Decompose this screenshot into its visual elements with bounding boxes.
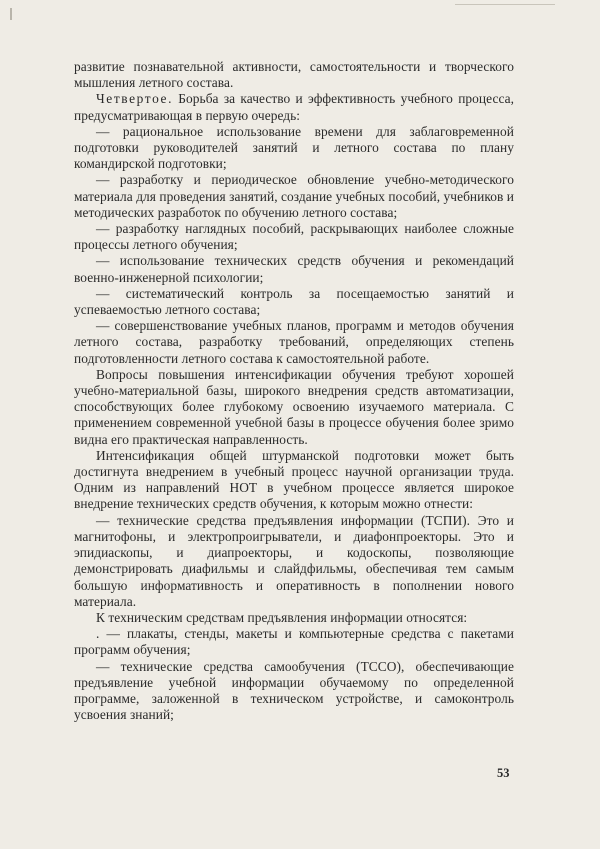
paragraph: развитие познавательной активности, самостоятельности и творческого мышления летного состава.: [74, 59, 514, 91]
list-item: — технические средства самообучения (ТССО), обеспечивающие предъявление учебной информации обучаемому по определенной программе, заложенной в техническом устройстве, и самоконтроль усвоения знаний;: [74, 658, 514, 723]
paragraph-text: Борьба за качество и эффективность учебного процесса, предусматривающая в первую очередь:: [74, 91, 514, 123]
list-item: — систематический контроль за посещаемостью занятий и успеваемостью летного состава;: [74, 285, 514, 318]
page-number: 53: [497, 766, 510, 780]
list-item: . — плакаты, стенды, макеты и компьютерные средства с пакетами программ обучения;: [74, 626, 514, 658]
paragraph: [74, 91, 514, 123]
paragraph: Вопросы повышения интенсификации обучения требуют хорошей учебно-материальной базы, широкого внедрения средств автоматизации, способствующих более глубокому освоению изучаемого материала. С применением современной учебной базы в процессе обучения более зримо видна его практическая направленность.: [74, 366, 514, 447]
list-item: — технические средства предъявления информации (ТСПИ). Это и магнитофоны, и электропроигрыватели, и диафонпроекторы. Это и эпидиаскопы, и диапроекторы, и кодоскопы, позволяющие демонстрировать диафильмы и слайдфильмы, обеспечивая тем самым большую информативность и оперативность в пополнении нового материала.: [74, 512, 514, 609]
list-item: — разработку и периодическое обновление учебно-методического материала для проведения занятий, создание учебных пособий, учебников и методических разработок по обучению летного состава;: [74, 172, 514, 220]
list-item: — разработку наглядных пособий, раскрывающих наиболее сложные процессы летного обучения;: [74, 221, 514, 253]
list-item: — совершенствование учебных планов, программ и методов обучения летного состава, разработку требований, определяющих степень подготовленности летного состава к самостоятельной работе.: [74, 318, 514, 366]
scan-margin-mark: [10, 8, 12, 20]
paragraph: Интенсификация общей штурманской подготовки может быть достигнута внедрением в учебный процесс научной организации труда. Одним из направлений НОТ в учебном процессе является широкое внедрение технических средств обучения, к которым можно отнести:: [74, 447, 514, 512]
list-item: — рациональное использование времени для заблаговременной подготовки руководителей занятий и летного состава по плану командирской подготовки;: [74, 123, 514, 172]
section-lead-word: Четвертое.: [96, 91, 174, 107]
body-text: [74, 59, 514, 723]
list-item: — использование технических средств обучения и рекомендаций военно-инженерной психологии;: [74, 253, 514, 285]
scan-edge-mark: [455, 4, 555, 5]
paragraph: К техническим средствам предъявления информации относятся:: [96, 609, 468, 625]
